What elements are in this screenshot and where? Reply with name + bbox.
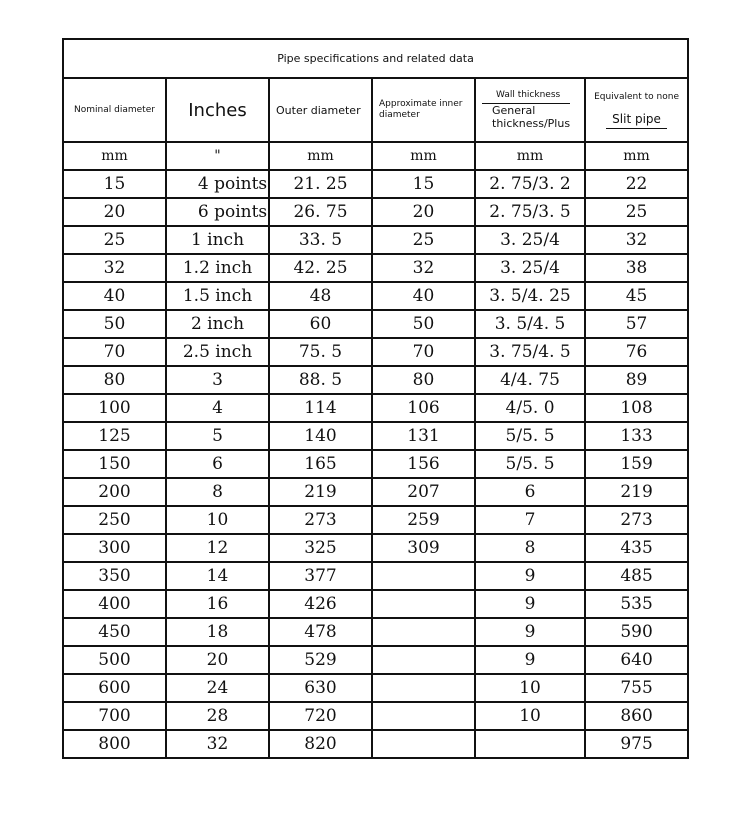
equivalent-cell: 273 bbox=[585, 506, 688, 534]
inner-diameter-cell: 309 bbox=[372, 534, 475, 562]
table-row bbox=[63, 478, 688, 506]
wall-thickness-cell: 10 bbox=[475, 702, 585, 730]
wall-thickness-cell: 3. 25/4 bbox=[475, 226, 585, 254]
table-title: Pipe specifications and related data bbox=[63, 39, 688, 78]
inner-diameter-cell: 156 bbox=[372, 450, 475, 478]
unit-cell: mm bbox=[475, 142, 585, 170]
table-row bbox=[63, 226, 688, 254]
nominal-diameter-cell: 450 bbox=[63, 618, 166, 646]
inches-cell: 3 bbox=[166, 366, 269, 394]
inner-diameter-cell: 131 bbox=[372, 422, 475, 450]
table-row bbox=[63, 310, 688, 338]
nominal-diameter-cell: 70 bbox=[63, 338, 166, 366]
units-row bbox=[63, 142, 688, 170]
equivalent-cell: 133 bbox=[585, 422, 688, 450]
inches-cell: 4 bbox=[166, 394, 269, 422]
nominal-diameter-cell: 32 bbox=[63, 254, 166, 282]
inches-cell: 1.2 inch bbox=[166, 254, 269, 282]
inner-diameter-cell: 106 bbox=[372, 394, 475, 422]
equivalent-cell: 108 bbox=[585, 394, 688, 422]
outer-diameter-cell: 529 bbox=[269, 646, 372, 674]
inner-diameter-cell bbox=[372, 702, 475, 730]
unit-cell: mm bbox=[269, 142, 372, 170]
inner-diameter-cell bbox=[372, 618, 475, 646]
nominal-diameter-cell: 200 bbox=[63, 478, 166, 506]
inches-cell: 2 inch bbox=[166, 310, 269, 338]
inches-cell: 12 bbox=[166, 534, 269, 562]
nominal-diameter-cell: 250 bbox=[63, 506, 166, 534]
inner-diameter-cell: 259 bbox=[372, 506, 475, 534]
header-wall-thickness bbox=[475, 78, 585, 142]
wall-thickness-cell: 8 bbox=[475, 534, 585, 562]
equivalent-cell: 755 bbox=[585, 674, 688, 702]
outer-diameter-cell: 88. 5 bbox=[269, 366, 372, 394]
outer-diameter-cell: 273 bbox=[269, 506, 372, 534]
inner-diameter-cell bbox=[372, 646, 475, 674]
header-wall-thickness-label: Wall thickness bbox=[496, 90, 561, 100]
inner-diameter-cell: 80 bbox=[372, 366, 475, 394]
inches-cell: 8 bbox=[166, 478, 269, 506]
equivalent-cell: 975 bbox=[585, 730, 688, 758]
wall-thickness-cell: 9 bbox=[475, 562, 585, 590]
table-row bbox=[63, 422, 688, 450]
nominal-diameter-cell: 600 bbox=[63, 674, 166, 702]
nominal-diameter-cell: 500 bbox=[63, 646, 166, 674]
inches-cell: 6 bbox=[166, 450, 269, 478]
equivalent-cell: 89 bbox=[585, 366, 688, 394]
inches-cell: 6 points bbox=[166, 198, 269, 226]
header-equivalent-label: Equivalent to none bbox=[594, 91, 680, 102]
table-row bbox=[63, 730, 688, 758]
nominal-diameter-cell: 100 bbox=[63, 394, 166, 422]
inner-diameter-cell: 70 bbox=[372, 338, 475, 366]
nominal-diameter-cell: 300 bbox=[63, 534, 166, 562]
inches-cell: 1.5 inch bbox=[166, 282, 269, 310]
outer-diameter-cell: 377 bbox=[269, 562, 372, 590]
inches-cell: 18 bbox=[166, 618, 269, 646]
nominal-diameter-cell: 800 bbox=[63, 730, 166, 758]
unit-cell: mm bbox=[372, 142, 475, 170]
table-row bbox=[63, 646, 688, 674]
outer-diameter-cell: 478 bbox=[269, 618, 372, 646]
inches-cell: 10 bbox=[166, 506, 269, 534]
equivalent-cell: 57 bbox=[585, 310, 688, 338]
inner-diameter-cell: 50 bbox=[372, 310, 475, 338]
outer-diameter-cell: 33. 5 bbox=[269, 226, 372, 254]
table-row bbox=[63, 450, 688, 478]
inches-cell: 5 bbox=[166, 422, 269, 450]
outer-diameter-cell: 26. 75 bbox=[269, 198, 372, 226]
outer-diameter-cell: 325 bbox=[269, 534, 372, 562]
inner-diameter-cell bbox=[372, 562, 475, 590]
wall-thickness-cell bbox=[475, 730, 585, 758]
equivalent-cell: 219 bbox=[585, 478, 688, 506]
inches-cell: 32 bbox=[166, 730, 269, 758]
header-outer-diameter: Outer diameter bbox=[269, 78, 372, 142]
table-row bbox=[63, 338, 688, 366]
inner-diameter-cell bbox=[372, 730, 475, 758]
outer-diameter-cell: 219 bbox=[269, 478, 372, 506]
equivalent-cell: 435 bbox=[585, 534, 688, 562]
equivalent-cell: 535 bbox=[585, 590, 688, 618]
inner-diameter-cell: 20 bbox=[372, 198, 475, 226]
header-inches: Inches bbox=[166, 78, 269, 142]
inches-cell: 20 bbox=[166, 646, 269, 674]
outer-diameter-cell: 426 bbox=[269, 590, 372, 618]
outer-diameter-cell: 48 bbox=[269, 282, 372, 310]
unit-cell: " bbox=[166, 142, 269, 170]
inches-cell: 28 bbox=[166, 702, 269, 730]
table-row bbox=[63, 198, 688, 226]
outer-diameter-cell: 42. 25 bbox=[269, 254, 372, 282]
outer-diameter-cell: 165 bbox=[269, 450, 372, 478]
table-row bbox=[63, 394, 688, 422]
table-row bbox=[63, 506, 688, 534]
wall-thickness-cell: 7 bbox=[475, 506, 585, 534]
table-row bbox=[63, 674, 688, 702]
outer-diameter-cell: 60 bbox=[269, 310, 372, 338]
inner-diameter-cell: 25 bbox=[372, 226, 475, 254]
wall-thickness-cell: 10 bbox=[475, 674, 585, 702]
nominal-diameter-cell: 15 bbox=[63, 170, 166, 198]
outer-diameter-cell: 21. 25 bbox=[269, 170, 372, 198]
inches-cell: 2.5 inch bbox=[166, 338, 269, 366]
equivalent-cell: 38 bbox=[585, 254, 688, 282]
inches-cell: 14 bbox=[166, 562, 269, 590]
wall-thickness-cell: 9 bbox=[475, 590, 585, 618]
equivalent-cell: 32 bbox=[585, 226, 688, 254]
outer-diameter-cell: 140 bbox=[269, 422, 372, 450]
equivalent-cell: 45 bbox=[585, 282, 688, 310]
outer-diameter-cell: 720 bbox=[269, 702, 372, 730]
outer-diameter-cell: 114 bbox=[269, 394, 372, 422]
nominal-diameter-cell: 150 bbox=[63, 450, 166, 478]
equivalent-cell: 25 bbox=[585, 198, 688, 226]
wall-thickness-cell: 6 bbox=[475, 478, 585, 506]
nominal-diameter-cell: 700 bbox=[63, 702, 166, 730]
inner-diameter-cell: 207 bbox=[372, 478, 475, 506]
table-row bbox=[63, 254, 688, 282]
header-equivalent bbox=[585, 78, 688, 142]
inner-diameter-cell bbox=[372, 590, 475, 618]
outer-diameter-cell: 630 bbox=[269, 674, 372, 702]
outer-diameter-cell: 820 bbox=[269, 730, 372, 758]
equivalent-cell: 590 bbox=[585, 618, 688, 646]
equivalent-cell: 22 bbox=[585, 170, 688, 198]
nominal-diameter-cell: 400 bbox=[63, 590, 166, 618]
wall-thickness-cell: 5/5. 5 bbox=[475, 450, 585, 478]
table-row bbox=[63, 366, 688, 394]
table-row bbox=[63, 282, 688, 310]
nominal-diameter-cell: 20 bbox=[63, 198, 166, 226]
wall-thickness-cell: 3. 25/4 bbox=[475, 254, 585, 282]
inner-diameter-cell: 40 bbox=[372, 282, 475, 310]
inner-diameter-cell: 32 bbox=[372, 254, 475, 282]
table-row bbox=[63, 618, 688, 646]
header-wall-thickness-sub: General thickness/Plus bbox=[482, 103, 570, 130]
table-row bbox=[63, 590, 688, 618]
nominal-diameter-cell: 125 bbox=[63, 422, 166, 450]
table-row bbox=[63, 170, 688, 198]
unit-cell: mm bbox=[63, 142, 166, 170]
wall-thickness-cell: 4/4. 75 bbox=[475, 366, 585, 394]
nominal-diameter-cell: 40 bbox=[63, 282, 166, 310]
wall-thickness-cell: 2. 75/3. 2 bbox=[475, 170, 585, 198]
equivalent-cell: 485 bbox=[585, 562, 688, 590]
header-nominal-diameter: Nominal diameter bbox=[63, 78, 166, 142]
equivalent-cell: 860 bbox=[585, 702, 688, 730]
inches-cell: 1 inch bbox=[166, 226, 269, 254]
equivalent-cell: 159 bbox=[585, 450, 688, 478]
inches-cell: 16 bbox=[166, 590, 269, 618]
unit-cell: mm bbox=[585, 142, 688, 170]
wall-thickness-cell: 4/5. 0 bbox=[475, 394, 585, 422]
outer-diameter-cell: 75. 5 bbox=[269, 338, 372, 366]
equivalent-cell: 76 bbox=[585, 338, 688, 366]
wall-thickness-cell: 9 bbox=[475, 618, 585, 646]
header-row bbox=[63, 78, 688, 142]
nominal-diameter-cell: 80 bbox=[63, 366, 166, 394]
wall-thickness-cell: 5/5. 5 bbox=[475, 422, 585, 450]
equivalent-cell: 640 bbox=[585, 646, 688, 674]
wall-thickness-cell: 3. 5/4. 25 bbox=[475, 282, 585, 310]
wall-thickness-cell: 3. 75/4. 5 bbox=[475, 338, 585, 366]
wall-thickness-cell: 3. 5/4. 5 bbox=[475, 310, 585, 338]
pipe-spec-table bbox=[62, 38, 689, 759]
inner-diameter-cell bbox=[372, 674, 475, 702]
nominal-diameter-cell: 25 bbox=[63, 226, 166, 254]
table-row bbox=[63, 534, 688, 562]
inches-cell: 24 bbox=[166, 674, 269, 702]
header-inner-diameter: Approximate inner diameter bbox=[372, 78, 475, 142]
table-row bbox=[63, 562, 688, 590]
wall-thickness-cell: 9 bbox=[475, 646, 585, 674]
nominal-diameter-cell: 350 bbox=[63, 562, 166, 590]
nominal-diameter-cell: 50 bbox=[63, 310, 166, 338]
inner-diameter-cell: 15 bbox=[372, 170, 475, 198]
inches-cell: 4 points bbox=[166, 170, 269, 198]
table-row bbox=[63, 702, 688, 730]
wall-thickness-cell: 2. 75/3. 5 bbox=[475, 198, 585, 226]
header-equivalent-sub: Slit pipe bbox=[606, 112, 667, 129]
